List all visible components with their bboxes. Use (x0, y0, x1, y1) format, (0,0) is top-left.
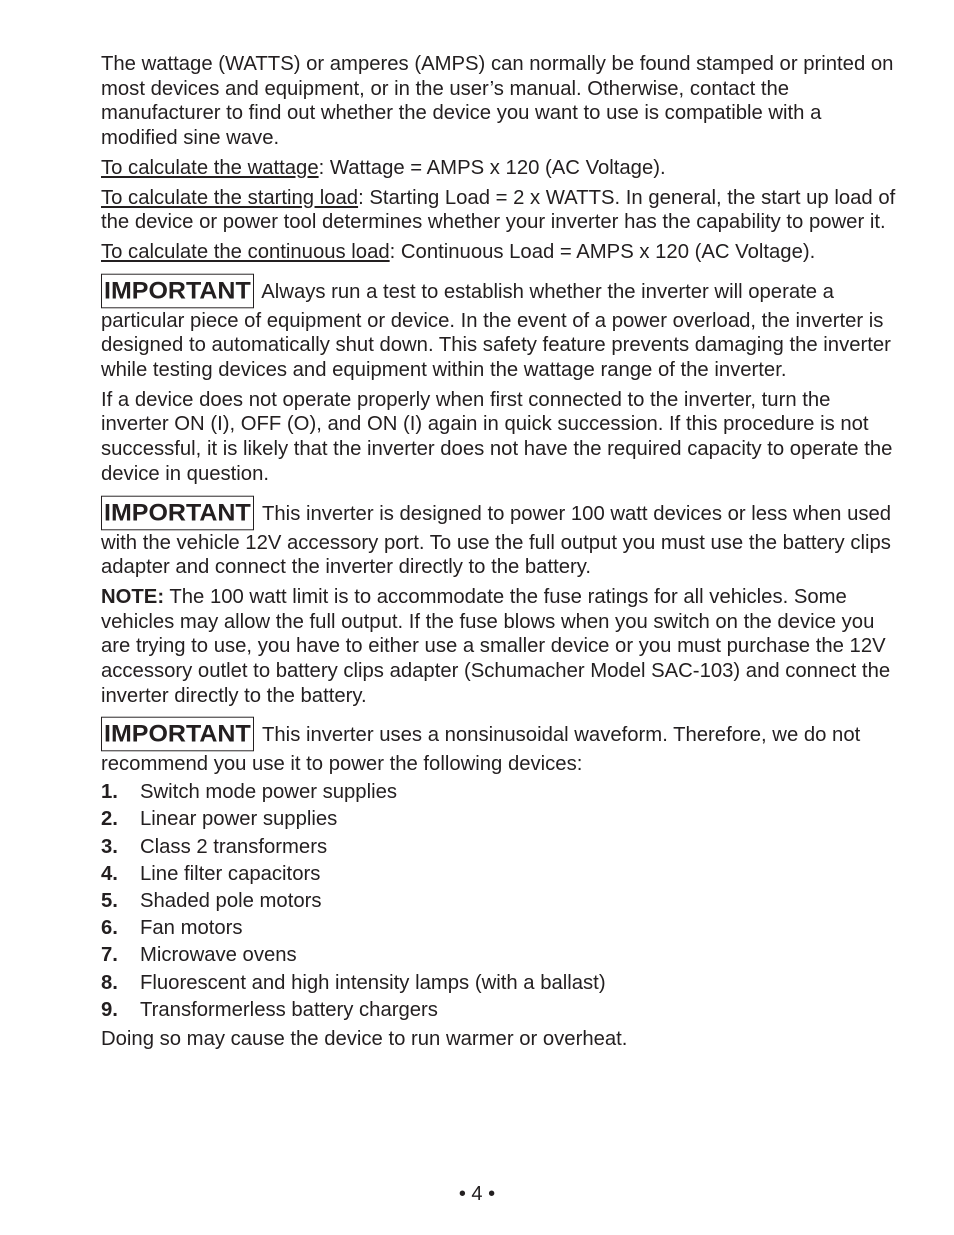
list-item-text: Microwave ovens (140, 944, 297, 967)
list-item-text: Class 2 transformers (140, 835, 328, 858)
calc-wattage-paragraph (101, 156, 901, 181)
page-number: • 4 • (458, 1183, 496, 1205)
note-paragraph (101, 585, 901, 709)
important-paragraph-3 (101, 716, 901, 777)
list-item (101, 997, 901, 1024)
list-item-text: Fan motors (140, 917, 243, 940)
list-item-text: Switch mode power supplies (140, 781, 398, 804)
list-item-number: 3. (101, 835, 118, 858)
closing-paragraph: Doing so may cause the device to run warmer or overheat. (101, 1028, 628, 1050)
calc-continuous-text: : Continuous Load = AMPS x 120 (AC Voltage). (389, 240, 816, 263)
important-text-1: Always run a test to establish whether the inverter will operate a particular piece of equipment or device. In the event of a power overload, the inverter is designed to automatically shut down. This safety feature prevents damaging the inverter while testing devices and equipment within the wattage range of the inverter. (101, 280, 891, 382)
list-item (101, 915, 901, 942)
important-badge: IMPORTANT (101, 273, 254, 308)
list-item-number: 8. (101, 971, 118, 994)
important-text-3: This inverter uses a nonsinusoidal waveform. Therefore, we do not recommend you use it to power the following devices: (101, 724, 861, 776)
important-badge: IMPORTANT (101, 717, 254, 752)
list-item (101, 834, 901, 861)
device-list (101, 779, 901, 1024)
list-item-text: Transformerless battery chargers (140, 998, 438, 1021)
list-item-number: 4. (101, 862, 118, 885)
list-item-text: Linear power supplies (140, 808, 338, 831)
list-item (101, 970, 901, 997)
retry-paragraph: If a device does not operate properly when first connected to the inverter, turn the inverter ON (I), OFF (O), and ON (I) again in quick succession. If this procedure is not successful, it is likely that the inverter does not have the required capacity to operate the device in question. (101, 388, 893, 485)
intro-paragraph: The wattage (WATTS) or amperes (AMPS) can normally be found stamped or printed on most devices and equipment, or in the user’s manual. Otherwise, contact the manufacturer to find out whether the device you want to use is compatible with a modified sine wave. (101, 53, 894, 150)
list-item (101, 806, 901, 833)
list-item-number: 1. (101, 781, 118, 804)
calc-continuous-label: To calculate the continuous load (101, 240, 390, 263)
list-item-number: 6. (101, 917, 118, 940)
list-item-text: Shaded pole motors (140, 889, 322, 912)
list-item-number: 2. (101, 808, 118, 831)
list-item-number: 9. (101, 998, 118, 1021)
list-item-text: Line filter capacitors (140, 862, 321, 885)
calc-starting-paragraph (101, 186, 901, 235)
calc-continuous-paragraph (101, 240, 901, 265)
manual-page (101, 52, 901, 1057)
important-paragraph-1 (101, 273, 901, 383)
list-item (101, 888, 901, 915)
list-item-number: 7. (101, 944, 118, 967)
important-text-2: This inverter is designed to power 100 watt devices or less when used with the vehicle 12V accessory port. To use the full output you must use the battery clips adapter and connect the inverter directly to the battery. (101, 502, 892, 579)
important-paragraph-2 (101, 495, 901, 580)
note-text: The 100 watt limit is to accommodate the fuse ratings for all vehicles. Some vehicles may allow the full output. If the fuse blows when you switch on the device you are trying to use, you have to either use a smaller device or you must purchase the 12V accessory outlet to battery clips adapter (Schumacher Model SAC-103) and connect the inverter directly to the battery. (101, 585, 891, 707)
calc-wattage-label: To calculate the wattage (101, 156, 319, 179)
calc-wattage-text: : Wattage = AMPS x 120 (AC Voltage). (318, 156, 666, 179)
list-item (101, 942, 901, 969)
list-item (101, 779, 901, 806)
list-item-number: 5. (101, 889, 118, 912)
list-item (101, 861, 901, 888)
note-label: NOTE: (101, 585, 165, 608)
list-item-text: Fluorescent and high intensity lamps (with a ballast) (140, 971, 606, 994)
calc-starting-text: : Starting Load = 2 x WATTS. In general, the start up load of the device or power tool determines whether your inverter has the capability to power it. (101, 186, 896, 234)
calc-starting-label: To calculate the starting load (101, 186, 359, 209)
important-badge: IMPORTANT (101, 495, 254, 530)
